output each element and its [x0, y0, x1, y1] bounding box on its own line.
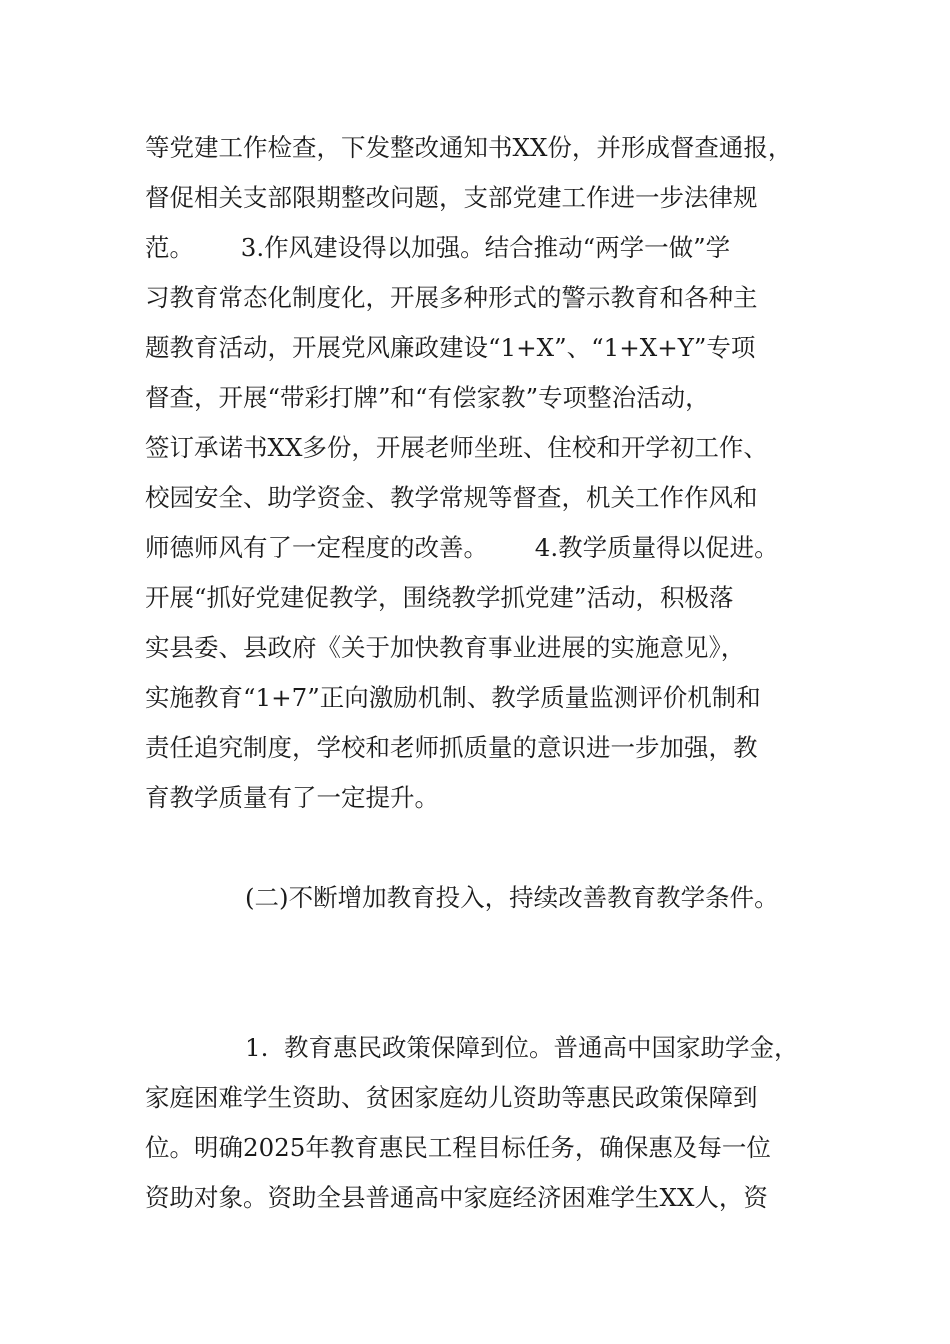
paragraph-line: 开展“抓好党建促教学，围绕教学抓党建”活动，积极落	[145, 583, 734, 612]
section-heading: (二)不断增加教育投入，持续改善教育教学条件。	[245, 883, 779, 912]
paragraph-line: 实施教育“1+7”正向激励机制、教学质量监测评价机制和	[145, 683, 761, 712]
paragraph-line: 等党建工作检查，下发整改通知书XX份，并形成督查通报，	[145, 133, 793, 162]
paragraph-line: 范。 3.作风建设得以加强。结合推动“两学一做”学	[145, 233, 731, 262]
paragraph-line: 习教育常态化制度化，开展多种形式的警示教育和各种主	[145, 283, 758, 312]
paragraph-line: 1. 教育惠民政策保障到位。普通高中国家助学金，	[245, 1033, 799, 1062]
paragraph-line: 位。明确2025年教育惠民工程目标任务，确保惠及每一位	[145, 1133, 771, 1162]
paragraph-line: 督促相关支部限期整改问题，支部党建工作进一步法律规	[145, 183, 758, 212]
paragraph-line: 签订承诺书XX多份，开展老师坐班、住校和开学初工作、	[145, 433, 768, 462]
paragraph-line: 师德师风有了一定程度的改善。 4.教学质量得以促进。	[145, 533, 779, 562]
paragraph-line: 校园安全、助学资金、教学常规等督查，机关工作作风和	[145, 483, 758, 512]
paragraph-line: 题教育活动，开展党风廉政建设“1+X”、“1+X+Y”专项	[145, 333, 756, 362]
paragraph-line: 督查，开展“带彩打牌”和“有偿家教”专项整治活动，	[145, 383, 710, 412]
paragraph-line: 育教学质量有了一定提升。	[145, 783, 439, 812]
paragraph-line: 家庭困难学生资助、贫困家庭幼儿资助等惠民政策保障到	[145, 1083, 758, 1112]
paragraph-line: 实县委、县政府《关于加快教育事业进展的实施意见》，	[145, 633, 746, 662]
paragraph-line: 责任追究制度，学校和老师抓质量的意识进一步加强，教	[145, 733, 758, 762]
paragraph-line: 资助对象。资助全县普通高中家庭经济困难学生XX人，资	[145, 1183, 768, 1212]
